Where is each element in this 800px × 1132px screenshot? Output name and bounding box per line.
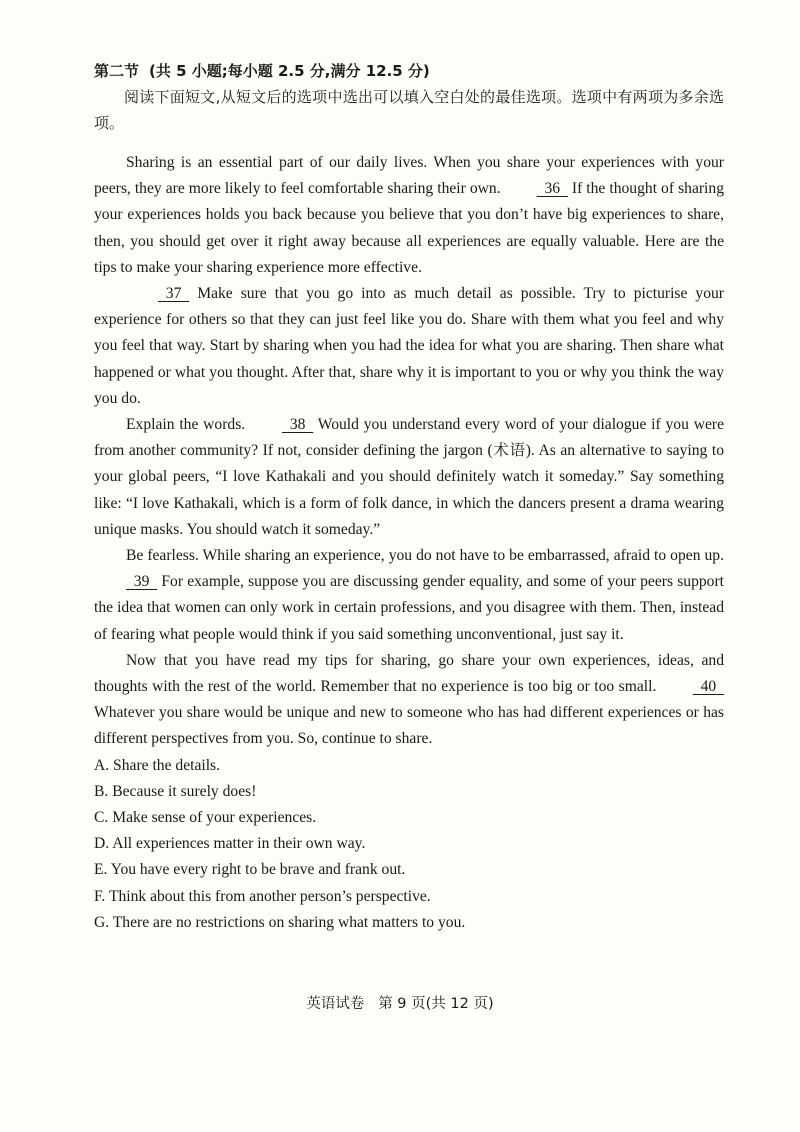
option-e: E. You have every right to be brave and frank out. xyxy=(94,861,406,879)
section-scoring: (共 5 小题;每小题 2.5 分,满分 12.5 分) xyxy=(149,62,430,80)
footer-label: 英语试卷 xyxy=(306,996,365,1012)
instructions: 阅读下面短文,从短文后的选项中选出可以填入空白处的最佳选项。选项中有两项为多余选项。 xyxy=(94,88,724,132)
passage-paragraph-4: Be fearless. While sharing an experience, you do not have to be embarrassed, afraid to open up. 39 For example, suppose you are discussing gender equality, and some of your peers support the idea that women can only work in certain professions, and you disagree with them. Then, instead of fearing what people would think if you said something unconventional, just say it. xyxy=(94,547,724,643)
option-b: B. Because it surely does! xyxy=(94,782,257,800)
exam-page xyxy=(94,58,724,936)
option-d: D. All experiences matter in their own way. xyxy=(94,835,366,853)
answer-options xyxy=(94,753,724,936)
blank-40: 40 xyxy=(700,678,717,696)
page-footer xyxy=(0,992,800,1013)
option-f: F. Think about this from another person’s perspective. xyxy=(94,887,431,905)
section-title: 第二节 xyxy=(94,62,140,80)
passage-paragraph-5: Now that you have read my tips for sharing, go share your own experiences, ideas, and thoughts with the rest of the world. Remember that no experience is too big or too small. 40 Whatever you share would be unique and new to someone who has had different experiences or has different perspectives from you. So, continue to share. xyxy=(94,651,724,748)
option-a: A. Share the details. xyxy=(94,756,221,774)
passage-paragraph-1: Sharing is an essential part of our daily lives. When you share your experiences with your peers, they are more likely to feel comfortable sharing their own. 36 If the thought of sharing your experiences holds you back because you believe that you don’t have big experiences to share, then, you should get over it right away because all experiences are equally valuable. Here are the tips to make your sharing experience more effective. xyxy=(94,154,724,276)
option-c: C. Make sense of your experiences. xyxy=(94,809,317,827)
option-g: G. There are no restrictions on sharing what matters to you. xyxy=(94,913,466,931)
passage-paragraph-3: Explain the words. 38 Would you understand every word of your dialogue if you were from another community? If not, consider defining the jargon (术语). As an alternative to saying to your global peers, “I love Kathakali and you should definitely watch it someday.” Say something like: “I love Kathakali, which is a form of folk dance, in which the dancers present a drama wearing unique masks. You should watch it someday.” xyxy=(94,412,724,543)
passage-paragraph-2: 37 Make sure that you go into as much detail as possible. Try to picturise your experience for others so that they can just feel like you do. Share with them what you feel and why you feel that way. Start by sharing when you had the idea for what you are sharing. Then share what happened or what you thought. After that, share why it is important to you or why you think the way you do. xyxy=(94,281,724,412)
blank-37: 37 xyxy=(165,285,182,303)
section-heading xyxy=(94,58,724,84)
blank-36: 36 xyxy=(544,180,561,198)
blank-38: 38 xyxy=(289,416,306,434)
footer-page-number: 第 9 页(共 12 页) xyxy=(378,996,494,1012)
blank-39: 39 xyxy=(133,573,150,591)
